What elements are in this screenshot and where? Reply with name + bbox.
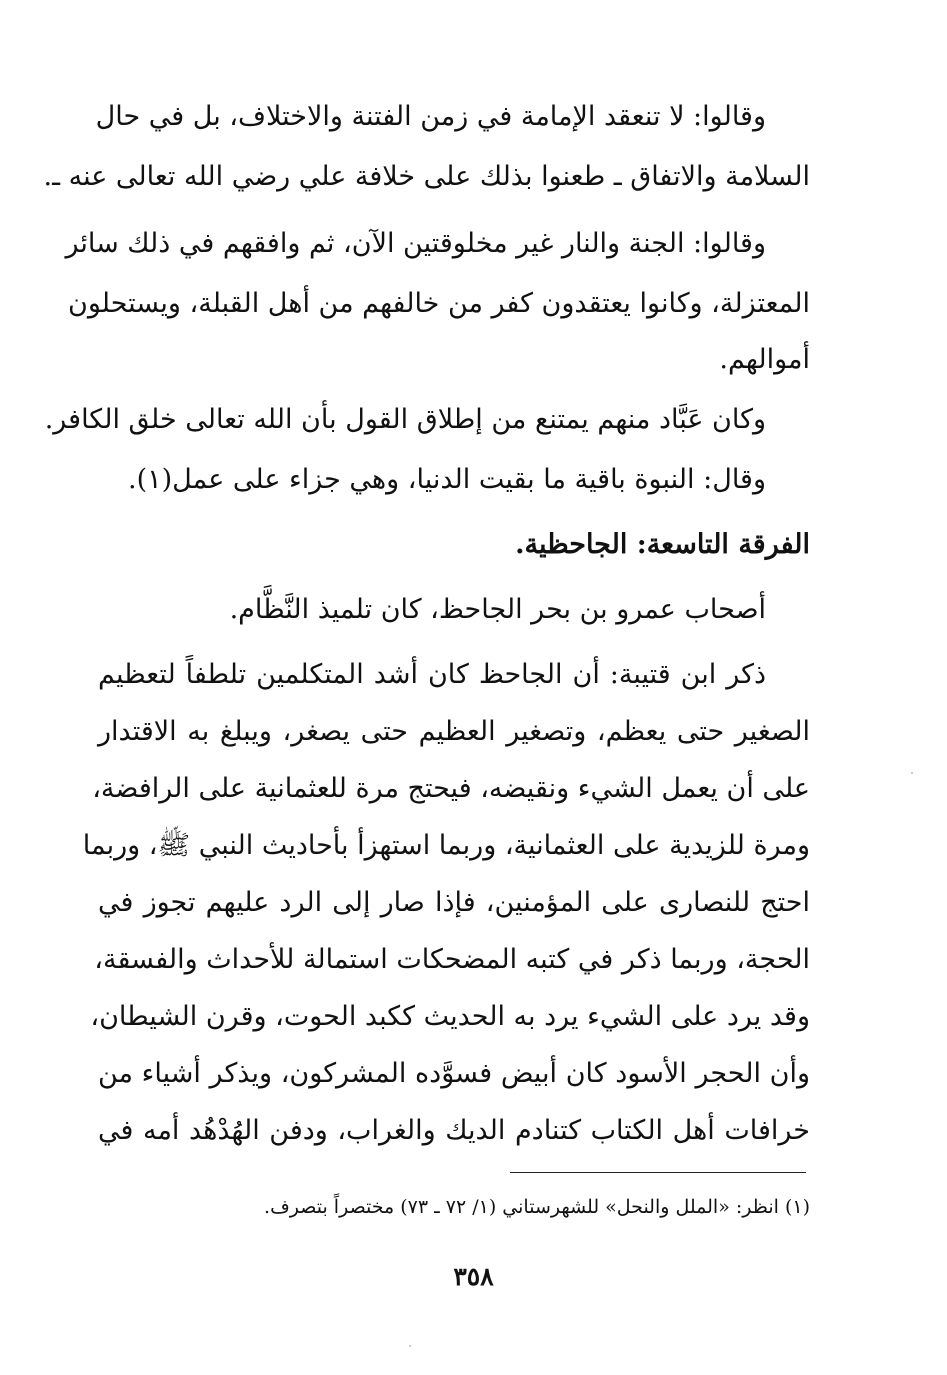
text-line: المعتزلة، وكانوا يعتقدون كفر من خالفهم من أهل القبلة، ويستحلون: [68, 288, 810, 319]
text-line: وقد يرد على الشيء يرد به الحديث ككبد الحوت، وقرن الشيطان،: [90, 1001, 810, 1032]
text-line: وأن الحجر الأسود كان أبيض فسوَّده المشركون، ويذكر أشياء من: [98, 1058, 810, 1089]
text-line: وقال: النبوة باقية ما بقيت الدنيا، وهي جزاء على عمل(١).: [127, 464, 766, 495]
text-line: على أن يعمل الشيء ونقيضه، فيحتج مرة للعثمانية على الرافضة،: [92, 773, 810, 804]
text-line: الصغير حتى يعظم، وتصغير العظيم حتى يصغر، ويبلغ به الاقتدار: [98, 716, 810, 747]
text-line: وقالوا: لا تنعقد الإمامة في زمن الفتنة والاختلاف، بل في حال: [95, 101, 766, 132]
text-line: السلامة والاتفاق ـ طعنوا بذلك على خلافة علي رضي الله تعالى عنه ـ.: [43, 161, 810, 192]
text-line: وقالوا: الجنة والنار غير مخلوقتين الآن، ثم وافقهم في ذلك سائر: [65, 228, 766, 259]
text-line: وكان عَبَّاد منهم يمتنع من إطلاق القول بأن الله تعالى خلق الكافر.: [44, 404, 766, 435]
text-line: احتج للنصارى على المؤمنين، فإذا صار إلى الرد عليهم تجوز في: [98, 887, 810, 918]
text-line: ذكر ابن قتيبة: أن الجاحظ كان أشد المتكلمين تلطفاً لتعظيم: [98, 659, 766, 690]
footnote: (١) انظر: «الملل والنحل» للشهرستاني (١/ ٧٢ ـ ٧٣) مختصراً بتصرف.: [264, 1196, 810, 1218]
text-line: أصحاب عمرو بن بحر الجاحظ، كان تلميذ النَّظَّام.: [229, 594, 766, 625]
text-line: ومرة للزيدية على العثمانية، وربما استهزأ بأحاديث النبي ﷺ، وربما: [82, 830, 810, 861]
scan-speck: [911, 772, 913, 774]
text-line: الحجة، وربما ذكر في كتبه المضحكات استمالة للأحداث والفسقة،: [94, 944, 810, 975]
text-line: أموالهم.: [719, 344, 810, 375]
section-heading: الفرقة التاسعة: الجاحظية.: [515, 529, 810, 560]
page-number: ٣٥٨: [453, 1262, 494, 1291]
text-line: خرافات أهل الكتاب كتنادم الديك والغراب، ودفن الهُدْهُد أمه في: [98, 1115, 810, 1146]
footnote-divider: [510, 1172, 806, 1173]
scan-speck: [409, 1345, 411, 1347]
